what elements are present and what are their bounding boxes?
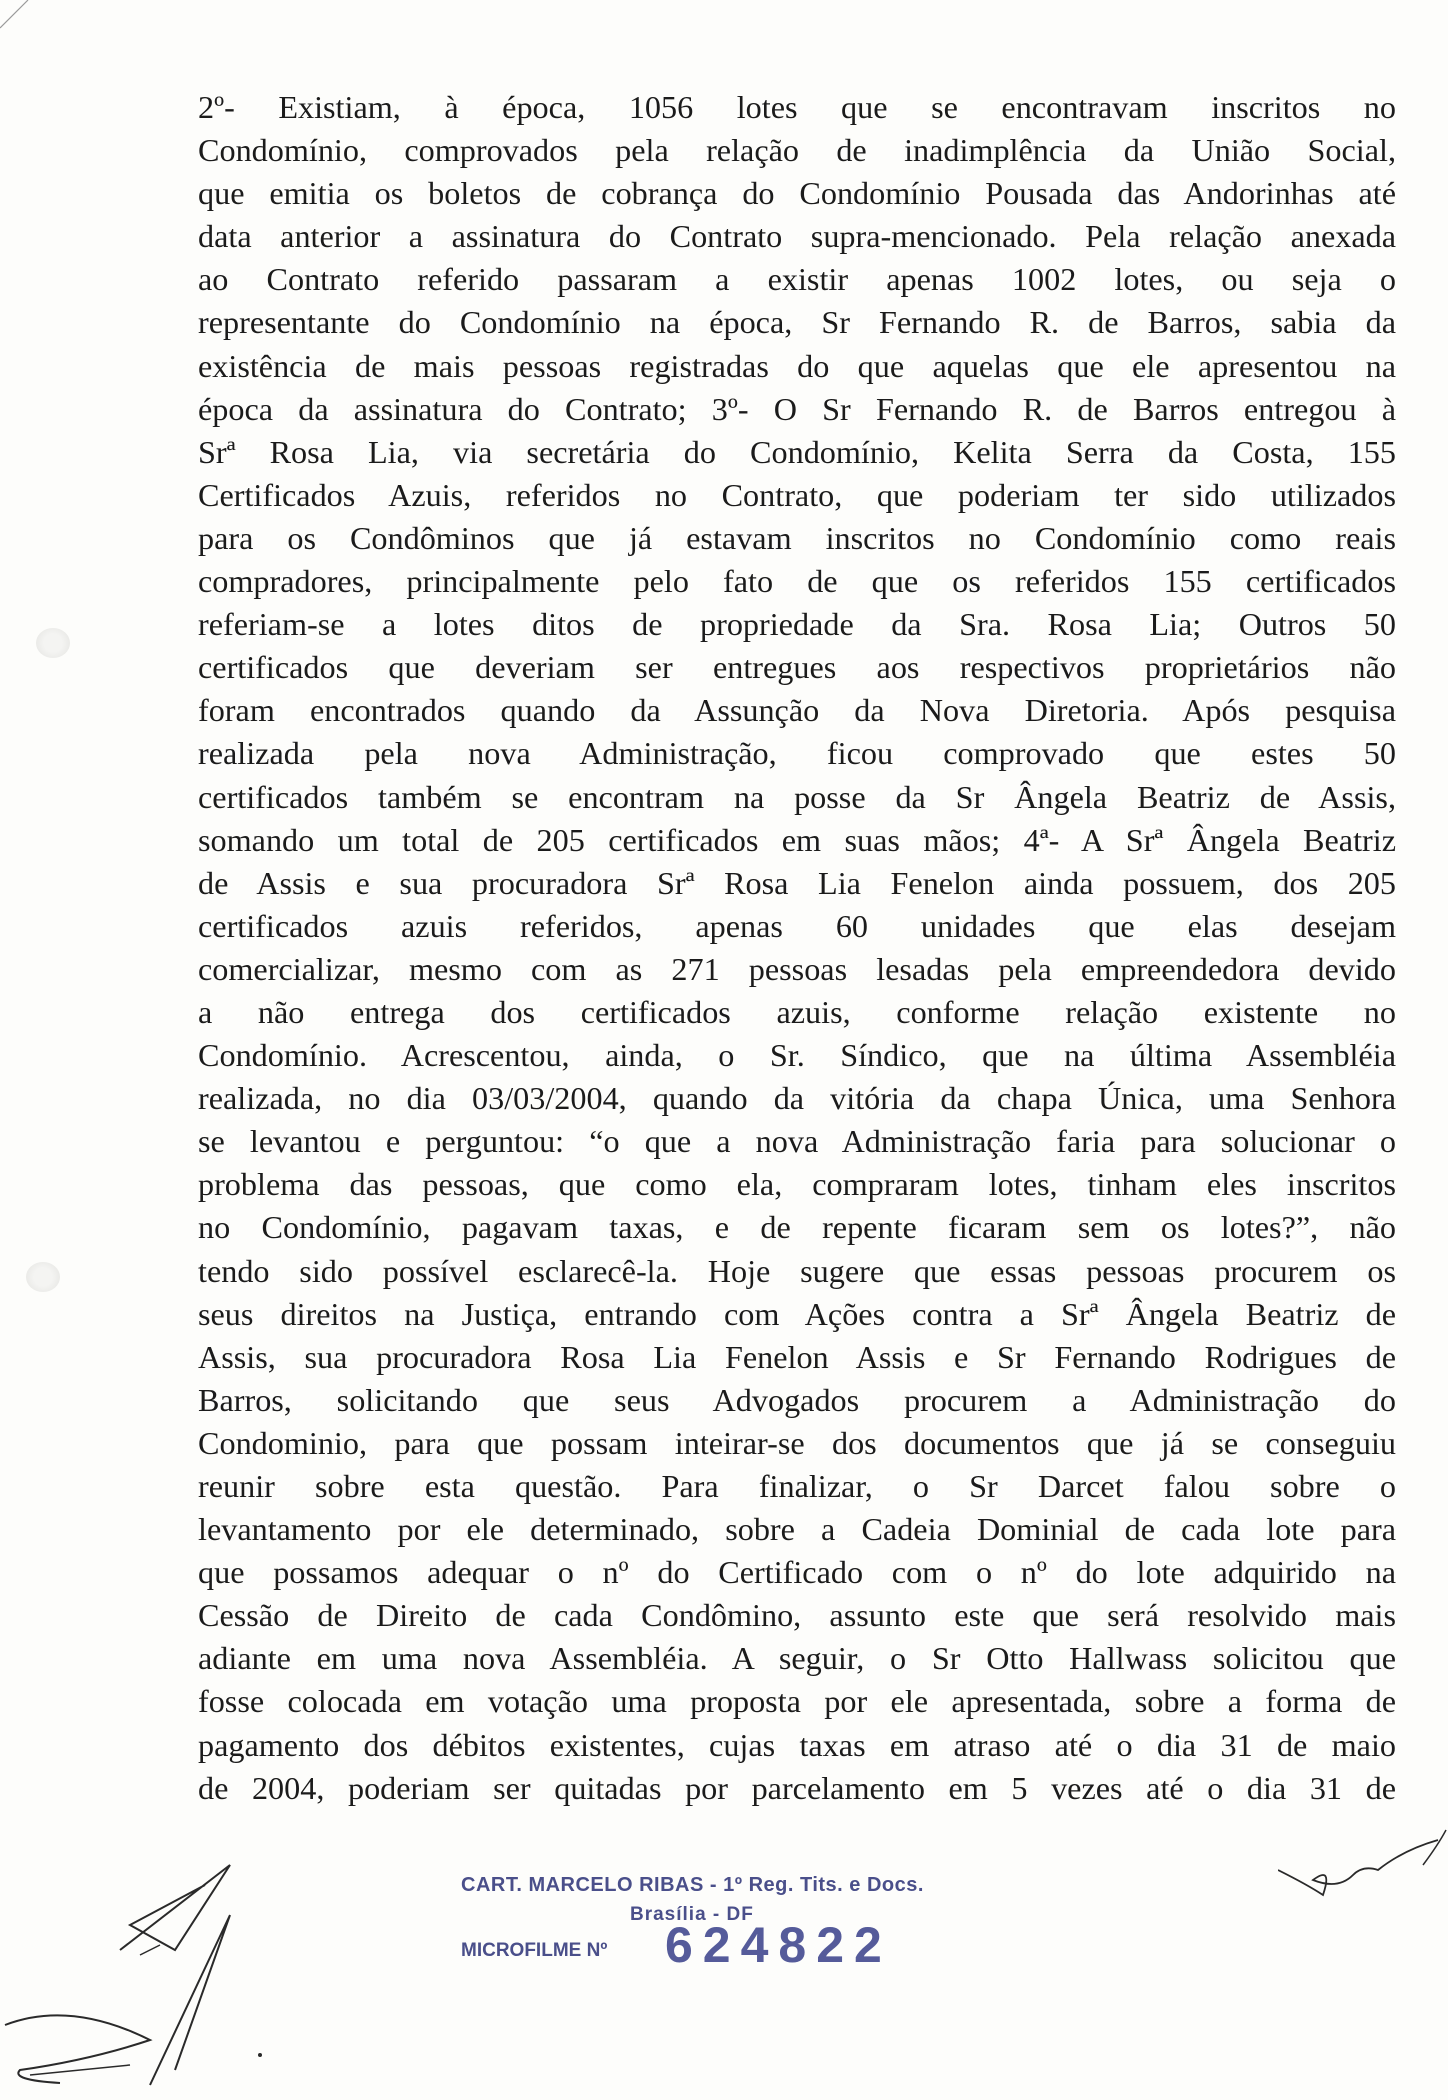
text-line: Condomínio, comprovados pela relação de inadimplência da União Social, bbox=[198, 132, 1396, 169]
text-line: referiam-se a lotes ditos de propriedade da Sra. Rosa Lia; Outros 50 bbox=[198, 606, 1396, 643]
text-line: para os Condôminos que já estavam inscritos no Condomínio como reais bbox=[198, 519, 1396, 556]
text-line: realizada pela nova Administração, ficou comprovado que estes 50 bbox=[198, 735, 1396, 772]
text-line: pagamento dos débitos existentes, cujas taxas em atraso até o dia 31 de maio bbox=[198, 1726, 1396, 1763]
text-line: se levantou e perguntou: “o que a nova Administração faria para solucionar o bbox=[198, 1123, 1396, 1160]
text-line: Condomínio. Acrescentou, ainda, o Sr. Síndico, que na última Assembléia bbox=[198, 1037, 1396, 1074]
corner-mark bbox=[0, 0, 40, 30]
text-line: época da assinatura do Contrato; 3º- O Sr Fernando R. de Barros entregou à bbox=[198, 390, 1396, 427]
text-line: fosse colocada em votação uma proposta por ele apresentada, sobre a forma de bbox=[198, 1683, 1396, 1720]
text-line: que possamos adequar o nº do Certificado com o nº do lote adquirido na bbox=[198, 1554, 1396, 1591]
text-line: Srª Rosa Lia, via secretária do Condomínio, Kelita Serra da Costa, 155 bbox=[198, 433, 1396, 470]
text-line: ao Contrato referido passaram a existir apenas 1002 lotes, ou seja o bbox=[198, 261, 1396, 298]
text-line: reunir sobre esta questão. Para finalizar, o Sr Darcet falou sobre o bbox=[198, 1468, 1396, 1504]
text-line: que emitia os boletos de cobrança do Condomínio Pousada das Andorinhas até bbox=[198, 175, 1396, 212]
text-line: 2º- Existiam, à época, 1056 lotes que se encontravam inscritos no bbox=[198, 89, 1396, 125]
punch-hole-bottom bbox=[26, 1262, 60, 1292]
stamp-microfilm-label: MICROFILME Nº bbox=[461, 1940, 608, 1961]
text-line: levantamento por ele determinado, sobre a Cadeia Dominial de cada lote para bbox=[198, 1511, 1396, 1548]
stamp-city: Brasília - DF bbox=[630, 1904, 754, 1925]
text-line: compradores, principalmente pelo fato de que os referidos 155 certificados bbox=[198, 563, 1396, 600]
text-line: Certificados Azuis, referidos no Contrato, que poderiam ter sido utilizados bbox=[198, 476, 1396, 513]
text-line: adiante em uma nova Assembléia. A seguir, o Sr Otto Hallwass solicitou que bbox=[198, 1640, 1396, 1677]
stamp-microfilm-number: 624822 bbox=[665, 1917, 892, 1973]
text-line: data anterior a assinatura do Contrato supra-mencionado. Pela relação anexada bbox=[198, 218, 1396, 255]
text-line: seus direitos na Justiça, entrando com Ações contra a Srª Ângela Beatriz de bbox=[198, 1295, 1396, 1332]
text-line: Condominio, para que possam inteirar-se dos documentos que já se conseguiu bbox=[198, 1424, 1396, 1461]
text-line: tendo sido possível esclarecê-la. Hoje sugere que essas pessoas procurem os bbox=[198, 1252, 1396, 1289]
text-line: problema das pessoas, que como ela, compraram lotes, tinham eles inscritos bbox=[198, 1166, 1396, 1203]
notary-stamp bbox=[455, 1870, 975, 1980]
punch-hole-top bbox=[36, 628, 70, 658]
text-line: certificados azuis referidos, apenas 60 unidades que elas desejam bbox=[198, 907, 1396, 944]
text-line: certificados também se encontram na posse da Sr Ângela Beatriz de Assis, bbox=[198, 778, 1396, 815]
text-line: realizada, no dia 03/03/2004, quando da vitória da chapa Única, uma Senhora bbox=[198, 1080, 1396, 1117]
text-line: foram encontrados quando da Assunção da Nova Diretoria. Após pesquisa bbox=[198, 692, 1396, 729]
text-line: Assis, sua procuradora Rosa Lia Fenelon Assis e Sr Fernando Rodrigues de bbox=[198, 1338, 1396, 1375]
text-line: Cessão de Direito de cada Condômino, assunto este que será resolvido mais bbox=[198, 1597, 1396, 1634]
text-line: certificados que deveriam ser entregues aos respectivos proprietários não bbox=[198, 649, 1396, 686]
text-line: no Condomínio, pagavam taxas, e de repente ficaram sem os lotes?”, não bbox=[198, 1209, 1396, 1246]
stamp-registry-name: CART. MARCELO RIBAS - 1º Reg. Tits. e Docs. bbox=[461, 1874, 924, 1896]
text-line: Barros, solicitando que seus Advogados procurem a Administração do bbox=[198, 1381, 1396, 1418]
signature-right bbox=[1278, 1820, 1448, 1900]
text-line: a não entrega dos certificados azuis, conforme relação existente no bbox=[198, 993, 1396, 1030]
text-line: representante do Condomínio na época, Sr Fernando R. de Barros, sabia da bbox=[198, 304, 1396, 341]
text-line: de Assis e sua procuradora Srª Rosa Lia Fenelon ainda possuem, dos 205 bbox=[198, 864, 1396, 901]
text-line: existência de mais pessoas registradas do que aquelas que ele apresentou na bbox=[198, 347, 1396, 384]
text-line: somando um total de 205 certificados em suas mãos; 4ª- A Srª Ângela Beatriz bbox=[198, 821, 1396, 858]
document-body bbox=[198, 86, 1396, 1810]
text-line: de 2004, poderiam ser quitadas por parcelamento em 5 vezes até o dia 31 de bbox=[198, 1769, 1396, 1806]
signature-left bbox=[0, 1855, 300, 2095]
text-line: comercializar, mesmo com as 271 pessoas lesadas pela empreendedora devido bbox=[198, 950, 1396, 987]
